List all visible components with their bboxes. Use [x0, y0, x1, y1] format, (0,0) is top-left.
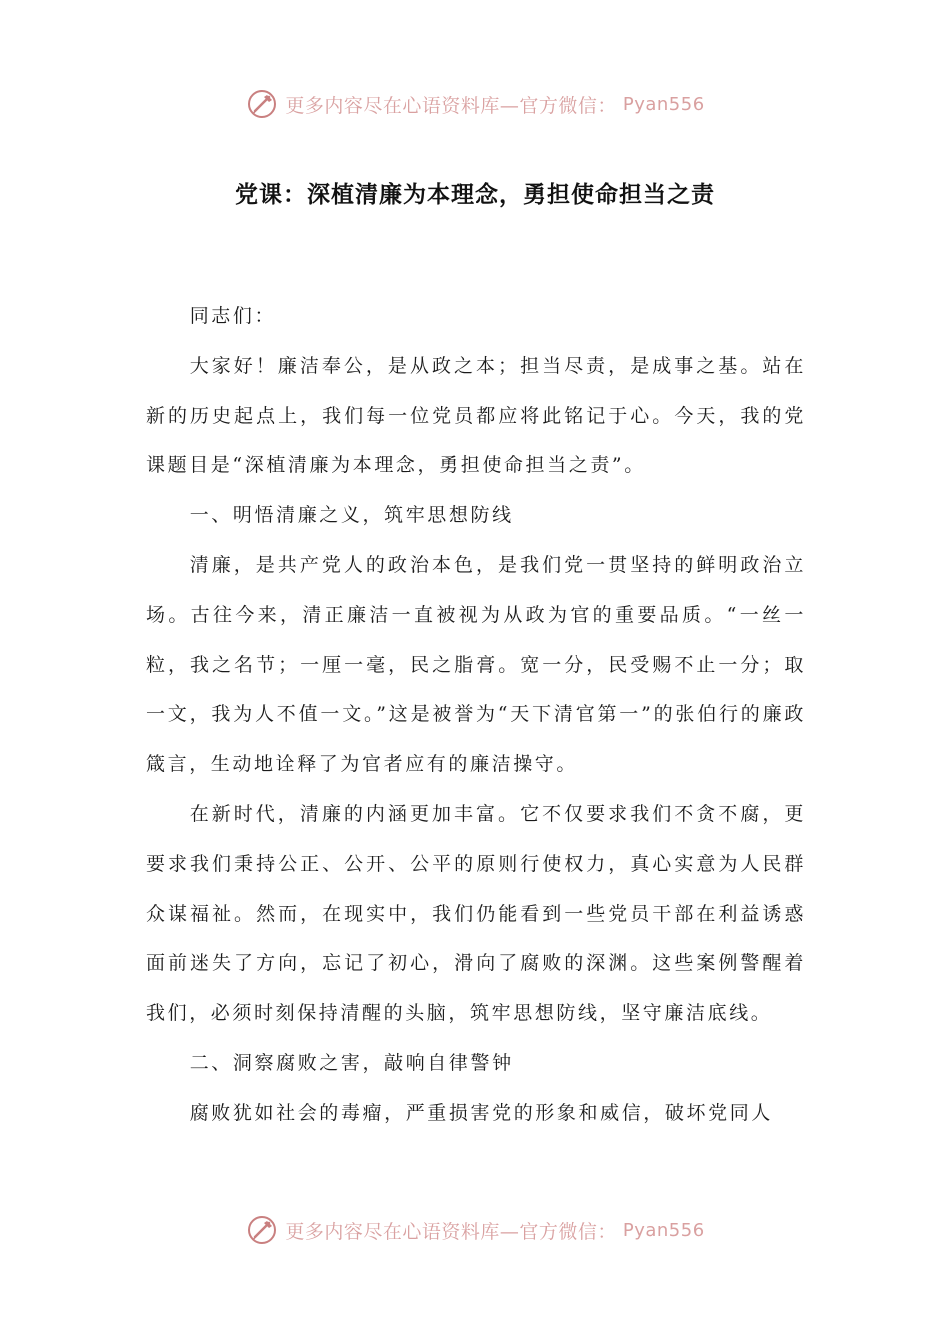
- pen-seal-logo-icon: [245, 87, 279, 121]
- watermark-wechat-id: Pyan556: [622, 1219, 705, 1241]
- paragraph-intro: 大家好！廉洁奉公，是从政之本；担当尽责，是成事之基。站在新的历史起点上，我们每一位党员都应将此铭记于心。今天，我的党课题目是“深植清廉为本理念，勇担使命担当之责”。: [146, 354, 806, 477]
- section-heading-1: 一、明悟清廉之义，筑牢思想防线: [189, 504, 514, 527]
- document-body: [146, 292, 806, 1139]
- watermark-text: 更多内容尽在心语资料库—官方微信：: [285, 1220, 617, 1243]
- footer-watermark: [0, 1208, 950, 1252]
- header-watermark: [0, 82, 950, 126]
- document-title: 党课：深植清廉为本理念，勇担使命担当之责: [235, 182, 715, 208]
- section-heading-2: 二、洞察腐败之害，敲响自律警钟: [189, 1051, 514, 1074]
- pen-seal-logo-icon: [245, 1213, 279, 1247]
- paragraph-body: 在新时代，清廉的内涵更加丰富。它不仅要求我们不贪不腐，更要求我们秉持公正、公开、公平的原则行使权力，真心实意为人民群众谋福祉。然而，在现实中，我们仍能看到一些党员干部在利益诱惑面前迷失了方向，忘记了初心，滑向了腐败的深渊。这些案例警醒着我们，必须时刻保持清醒的头脑，筑牢思想防线，坚守廉洁底线。: [146, 802, 806, 1025]
- watermark-wechat-id: Pyan556: [622, 93, 705, 115]
- paragraph-body: 清廉，是共产党人的政治本色，是我们党一贯坚持的鲜明政治立场。古往今来，清正廉洁一直被视为从政为官的重要品质。“一丝一粒，我之名节；一厘一毫，民之脂膏。宽一分，民受赐不止一分；取一文，我为人不值一文。”这是被誉为“天下清官第一”的张伯行的廉政箴言，生动地诠释了为官者应有的廉洁操守。: [146, 553, 806, 776]
- watermark-text: 更多内容尽在心语资料库—官方微信：: [285, 94, 617, 117]
- salutation: 同志们：: [189, 305, 277, 327]
- paragraph-body: 腐败犹如社会的毒瘤，严重损害党的形象和威信，破坏党同人: [189, 1101, 773, 1124]
